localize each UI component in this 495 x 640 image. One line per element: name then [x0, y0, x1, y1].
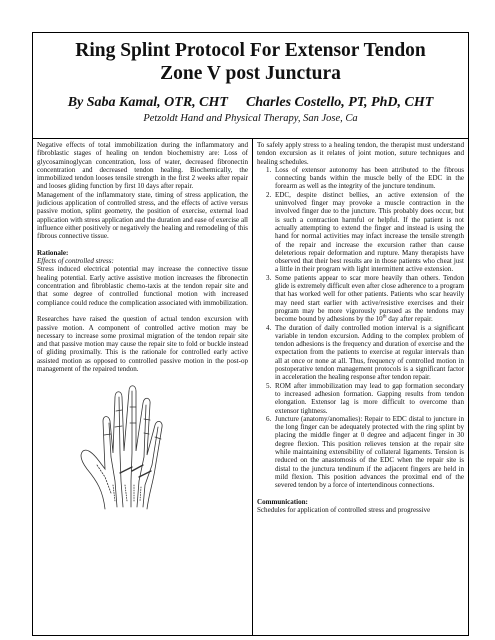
- title-line-1: Ring Splint Protocol For Extensor Tendon: [75, 40, 426, 61]
- hand-anatomy-illustration: [75, 381, 195, 511]
- communication-text: Schedules for application of controlled stress and progressive: [257, 506, 431, 515]
- list-item-tail: day after repair.: [386, 315, 433, 324]
- paragraph-passive-motion: Researches have raised the question of actual tendon excursion with passive motion. A component of controlled active motion may be necessary to increase some proximal migration of the tendon repair site and that passive motion may cause the repair site to fold or buckle instead of gliding proximally. This is the rationale for controlled early active assisted motion as opposed to controlled passive motion in the post-op management of the repaired tendon.: [37, 315, 248, 374]
- paragraph-management: Management of the inflammatory state, timing of stress application, the judicious application of controlled stress, and the effects of active versus passive motion, splint geometry, the position of exercise, external load application with stress application and the duration and ease of exercise all influence either positively or negatively the healing and remodeling of this fibrous connective tissue.: [37, 190, 248, 241]
- authors-line: [33, 95, 468, 111]
- paragraph-controlled-stress: Stress induced electrical potential may increase the connective tissue healing potential. Early active assistive motion increases the fibronectin concentration and fibroblastic chemo-taxis at the tendon repair site and that some degree of controlled functional motion with increased compliance could reduce the complication associated with immobilization.: [37, 265, 248, 307]
- superscript: th: [382, 314, 387, 320]
- list-item: 4. The duration of daily controlled motion interval is a significant variable in tendon excursion. Adding to the complex problem of tendon adhesions is the frequency and duration of exercise and the expectation from the patients to exercise at regular intervals than all at once or none at all. Thus, frequency of controlled motion in postoperative tendon management protocols is a significant factor in acceleration the healing response after tendon repair.: [273, 324, 464, 382]
- rationale-heading: Rationale:: [37, 248, 69, 257]
- author-2: Charles Costello, PT, PhD, CHT: [245, 95, 434, 110]
- author-1: By Saba Kamal, OTR, CHT: [67, 95, 228, 110]
- hand-anatomy-icon: [75, 381, 195, 511]
- document-title: [33, 33, 468, 85]
- document-header: [33, 33, 468, 139]
- left-column: [33, 139, 252, 635]
- list-item-text: Some patients appear to scar more heavily than others. Tendon glide is extremely difficult even after close adherence to a program that has worked well for other patients. Patients who scar heavily may need start earlier with active/resistive exercises and their program may be more vigorously pursued as the tendons may become bound by adhesions by the 10: [275, 273, 464, 324]
- list-item: 2. EDC, despite distinct bellies, an active extension of the uninvolved finger may provoke a muscle contraction in the involved finger due to the juncture. This probably does occur, but is such a contraction harmful or helpful. If the patient is not actually attempting to extend the finger and instead is using the hand for normal activities may infact increase the tensile strength of the repair and increase the excursion rather than cause deleterious repair deformation and rupture. Many therapists have observed that their best results are in those patients who cheat just a little in their program with light intermittent active extension.: [273, 191, 464, 274]
- right-column: [252, 139, 468, 635]
- communication-heading: Communication:: [257, 497, 308, 506]
- paragraph-immobilization: Negative effects of total immobilization during the inflammatory and fibroblastic stages of healing on tendon biochemistry are: Loss of glycosaminoglycan concentration, loss of water, decreased fibronectin concentration and decreased tendon healing. Biochemically, the immobilized tendon looses tensile strength in the first 2 weeks after repair and looses gliding function by first 10 days after repair.: [37, 141, 248, 191]
- list-item: 1. Loss of extensor autonomy has been attributed to the fibrous connecting bands within the muscle belly of the EDC in the forearm as well as the integrity of the juncture tendinum.: [273, 166, 464, 191]
- list-item: 5. ROM after immobilization may lead to gap formation secondary to increased adhesion formation. Gapping results from tendon elongation. Extensor lag is more difficult to overcome than extensor tightness.: [273, 382, 464, 415]
- list-item: [273, 274, 464, 324]
- affiliation: Petzoldt Hand and Physical Therapy, San Jose, Ca: [143, 113, 358, 124]
- considerations-list: [257, 166, 464, 490]
- effects-heading: Effects of controlled stress:: [37, 257, 114, 266]
- body-columns: [33, 139, 468, 635]
- title-line-2: Zone V post Junctura: [160, 63, 341, 84]
- list-item: 6. Juncture (anatomy/anomalies): Repair to EDC distal to juncture in the long finger can be adequately protected with the ring splint by placing the middle finger at 0 degree and adjacent finger in 30 degree flexion. This position relieves tension at the repair site while maintaining extensibility of collateral ligaments. Tension is reduced on the anastomosis of the EDC when the repair site is distal to the junctura tendinum if the adjacent fingers are held in mild flexion. This position advances the proximal end of the severed tendon by a force of intertendinous connections.: [273, 415, 464, 490]
- paragraph-intro: To safely apply stress to a healing tendon, the therapist must understand tendon excursion as it relates of joint motion, suture techniques and healing schedules.: [257, 141, 464, 166]
- document-frame: [32, 32, 469, 636]
